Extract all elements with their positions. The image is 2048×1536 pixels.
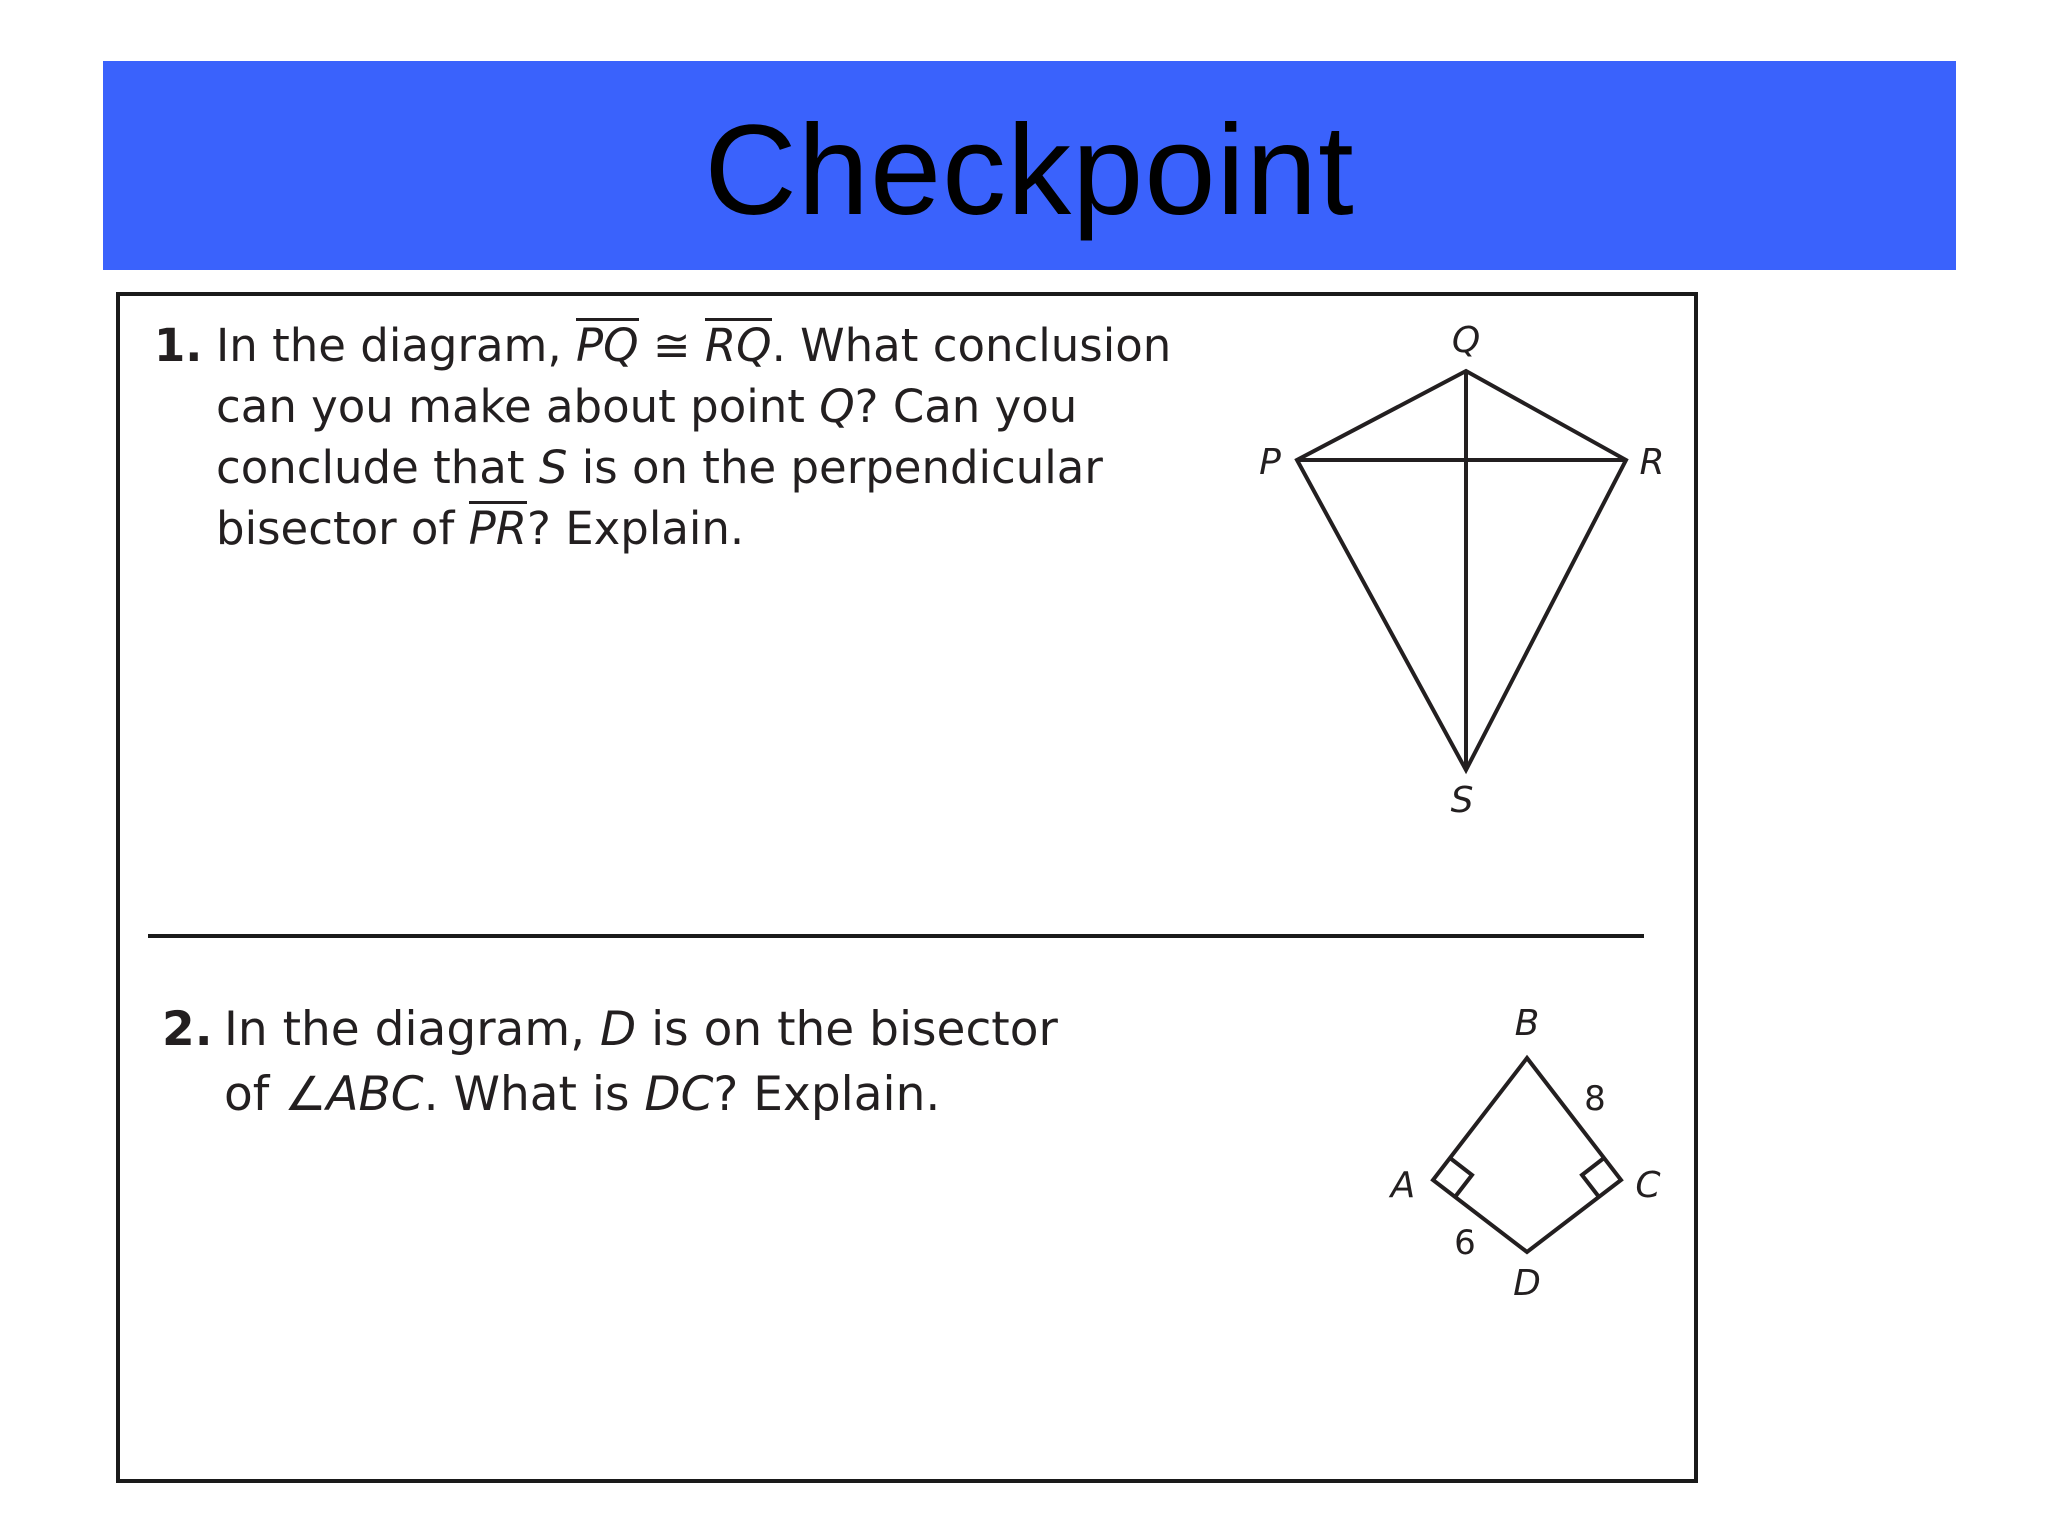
text-run: ? Explain. [713,1067,941,1122]
problem-1-line-3 [216,437,1171,498]
problem-2-text [224,997,1058,1127]
text-run: In the diagram, [224,1002,600,1057]
label-b: B [1514,1003,1540,1044]
problem-1-text [216,315,1171,559]
point-q: Q [819,380,855,433]
congruent-symbol: ≅ [638,319,705,372]
text-run: is on the bisector [636,1002,1058,1057]
label-q: Q [1451,320,1481,361]
page-title: Checkpoint [704,98,1355,242]
right-angle-mark-c [1582,1158,1604,1197]
label-c: C [1635,1165,1661,1206]
point-s: S [538,441,568,494]
text-run: ? Can you [854,380,1078,433]
problem-2-line-1 [224,997,1058,1062]
text-run: of ∠ [224,1067,327,1122]
label-d: D [1513,1263,1541,1304]
label-r: R [1639,442,1665,483]
segment-dc: DC [644,1067,714,1122]
point-d: D [599,1002,637,1057]
text-run: In the diagram, [216,319,576,372]
problem-2-number: 2. [162,1002,213,1057]
label-s: S [1450,780,1474,821]
problem-divider [148,934,1644,938]
segment-pq: PQ [575,319,639,372]
segment-pr: PR [468,502,528,555]
right-angle-mark-a [1450,1158,1472,1197]
problem-2-line-2 [224,1062,1058,1127]
title-bar [103,61,1956,270]
problem-1-number: 1. [154,319,203,372]
text-run: bisector of [216,502,469,555]
side-length-ad: 6 [1454,1223,1476,1263]
kite-diagram [1240,315,1690,835]
text-run: . What conclusion [771,319,1172,372]
text-run: . What is [423,1067,645,1122]
problem-1-line-1 [216,315,1171,376]
text-run: can you make about point [216,380,820,433]
text-run: ? Explain. [527,502,745,555]
text-run: is on the perpendicular [567,441,1103,494]
label-p: P [1259,442,1281,483]
segment-rq: RQ [704,319,772,372]
problem-1-line-4 [216,498,1171,559]
side-length-bc: 8 [1584,1079,1606,1119]
quadrilateral-diagram [1380,995,1680,1315]
problem-1-line-2 [216,376,1171,437]
text-run: conclude that [216,441,539,494]
angle-abc: ABC [326,1067,424,1122]
kite-outline [1297,371,1626,770]
label-a: A [1390,1165,1416,1206]
